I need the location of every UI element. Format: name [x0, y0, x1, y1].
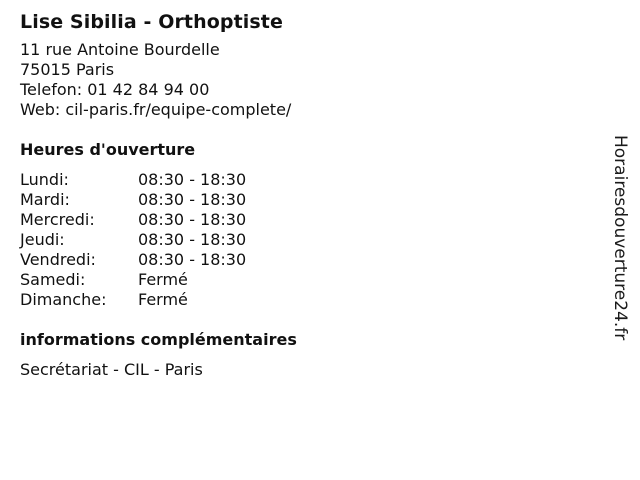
site-watermark — [608, 135, 632, 375]
hours-heading: Heures d'ouverture — [20, 140, 196, 159]
hours-day: Lundi: — [20, 170, 69, 189]
hours-day: Vendredi: — [20, 250, 96, 269]
hours-row — [20, 170, 580, 190]
info-text: Secrétariat - CIL - Paris — [20, 360, 203, 379]
address-street: 11 rue Antoine Bourdelle — [20, 40, 220, 59]
hours-row — [20, 210, 580, 230]
hours-time: 08:30 - 18:30 — [138, 230, 247, 249]
business-name: Lise Sibilia - Orthoptiste — [20, 11, 283, 33]
hours-time: 08:30 - 18:30 — [138, 210, 247, 229]
hours-row — [20, 190, 580, 210]
hours-time: 08:30 - 18:30 — [138, 250, 247, 269]
hours-day: Dimanche: — [20, 290, 107, 309]
phone-line: Telefon: 01 42 84 94 00 — [20, 80, 210, 99]
hours-day: Mercredi: — [20, 210, 95, 229]
hours-row — [20, 250, 580, 270]
watermark-text: Horairesdouverture24.fr — [610, 135, 630, 341]
business-card — [20, 0, 580, 380]
hours-time: Fermé — [138, 270, 188, 289]
hours-time: Fermé — [138, 290, 188, 309]
hours-day: Jeudi: — [20, 230, 65, 249]
info-heading: informations complémentaires — [20, 330, 297, 349]
hours-row — [20, 230, 580, 250]
hours-day: Samedi: — [20, 270, 86, 289]
hours-table — [20, 170, 580, 310]
hours-day: Mardi: — [20, 190, 70, 209]
hours-time: 08:30 - 18:30 — [138, 190, 247, 209]
hours-time: 08:30 - 18:30 — [138, 170, 247, 189]
address-city: 75015 Paris — [20, 60, 115, 79]
hours-row — [20, 270, 580, 290]
hours-row — [20, 290, 580, 310]
web-line: Web: cil-paris.fr/equipe-complete/ — [20, 100, 292, 119]
